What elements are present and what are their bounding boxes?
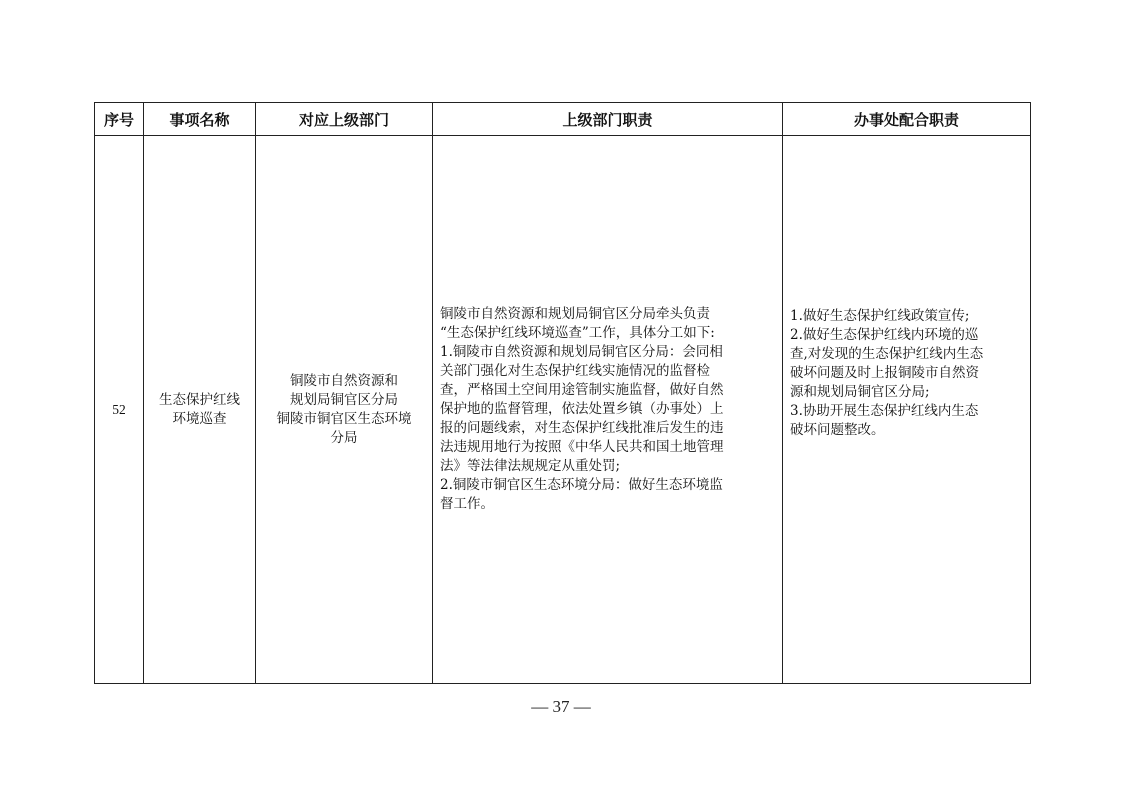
- superior-duty-line: 保护地的监督管理，依法处置乡镇（办事处）上: [440, 401, 724, 417]
- dept-line: 规划局铜官区分局: [290, 391, 398, 408]
- table-row: [95, 136, 1031, 684]
- superior-duty-line: 2.铜陵市铜官区生态环境分局：做好生态环境监: [440, 477, 723, 493]
- superior-duty-line: 督工作。: [440, 496, 494, 512]
- header-index: 序号: [95, 103, 144, 136]
- office-duty-line: 破坏问题及时上报铜陵市自然资: [790, 365, 979, 381]
- duty-table: [94, 102, 1031, 684]
- item-name-line: 环境巡查: [172, 410, 227, 427]
- row-dept: [256, 136, 433, 684]
- row-superior-duty: [433, 136, 783, 684]
- superior-duty-line: 铜陵市自然资源和规划局铜官区分局牵头负责: [440, 306, 710, 322]
- superior-duty-line: 报的问题线索，对生态保护红线批准后发生的违: [440, 420, 724, 436]
- header-office-duty: 办事处配合职责: [783, 103, 1031, 136]
- header-item-name: 事项名称: [144, 103, 256, 136]
- office-duty-line: 破坏问题整改。: [790, 422, 885, 438]
- item-name-line: 生态保护红线: [159, 391, 240, 408]
- row-office-duty: [783, 136, 1031, 684]
- row-item-name: [144, 136, 256, 684]
- header-dept: 对应上级部门: [256, 103, 433, 136]
- superior-duty-line: 关部门强化对生态保护红线实施情况的监督检: [440, 363, 710, 379]
- office-duty-line: 源和规划局铜官区分局;: [790, 384, 930, 400]
- office-duty-line: 2.做好生态保护红线内环境的巡: [790, 327, 979, 343]
- dept-line: 铜陵市铜官区生态环境: [276, 410, 412, 427]
- row-index: 52: [95, 136, 144, 684]
- header-superior-duty: 上级部门职责: [433, 103, 783, 136]
- dept-line: 分局: [330, 429, 358, 446]
- page-number: — 37 —: [531, 697, 591, 716]
- office-duty-line: 1.做好生态保护红线政策宣传;: [790, 308, 970, 324]
- superior-duty-line: 1.铜陵市自然资源和规划局铜官区分局：会同相: [440, 344, 723, 360]
- superior-duty-line: 法》等法律法规规定从重处罚;: [440, 458, 621, 474]
- superior-duty-line: “生态保护红线环境巡查”工作，具体分工如下:: [440, 325, 715, 341]
- table-header-row: [95, 103, 1031, 136]
- dept-line: 铜陵市自然资源和: [290, 372, 398, 389]
- superior-duty-line: 法违规用地行为按照《中华人民共和国土地管理: [440, 439, 724, 455]
- superior-duty-line: 查，严格国土空间用途管制实施监督，做好自然: [440, 382, 724, 398]
- office-duty-line: 3.协助开展生态保护红线内生态: [790, 403, 979, 419]
- office-duty-line: 查,对发现的生态保护红线内生态: [790, 346, 984, 362]
